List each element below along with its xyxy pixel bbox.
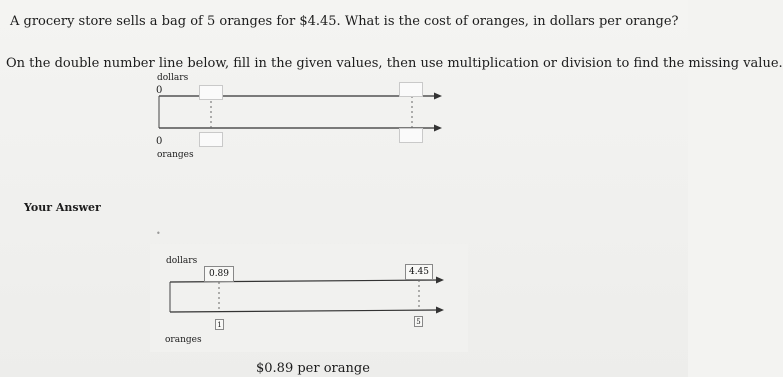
oranges-label: oranges [157,150,194,160]
dollars-middle-value[interactable]: 0.89 [204,266,234,282]
oranges-zero: 0 [156,136,163,147]
final-answer-text: $0.89 per orange [256,361,370,376]
dollars-end-value[interactable]: 4.45 [405,264,433,280]
given-double-number-line [154,72,454,162]
answer-double-number-line [164,252,464,348]
oranges-arrow-icon [434,125,442,132]
oranges-middle-value[interactable]: 1 [215,319,224,330]
dollars-middle-input[interactable] [199,85,223,100]
your-answer-heading: Your Answer [24,201,101,214]
dollars-zero: 0 [156,85,163,96]
dollars-arrow-icon [434,93,442,100]
answer-oranges-arrow-icon [436,307,444,314]
answer-dollars-arrow-icon [436,277,444,284]
answer-oranges-label: oranges [165,335,202,345]
oranges-end-input[interactable] [399,128,423,143]
answer-dollars-label: dollars [166,256,198,266]
dollars-label: dollars [157,73,189,83]
question-text: A grocery store sells a bag of 5 oranges for $4.45. What is the cost of oranges, in dollars per orange? [10,14,679,29]
oranges-middle-input[interactable] [199,132,223,147]
dollars-end-input[interactable] [399,82,423,97]
instruction-text: On the double number line below, fill in the given values, then use multiplication or division to find the missing value. [6,56,783,71]
bullet-dot: • [156,229,161,238]
answer-oranges-line [170,310,439,312]
oranges-end-value[interactable]: 5 [414,316,423,327]
